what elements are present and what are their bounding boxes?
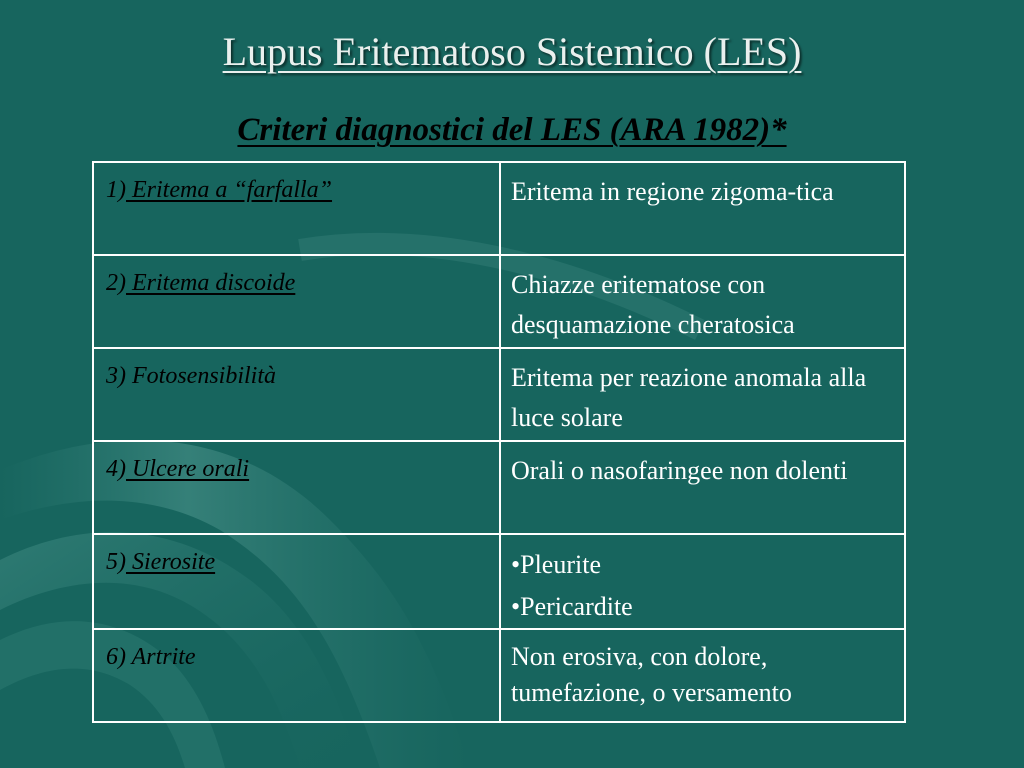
table-row	[93, 534, 905, 629]
criterion-number: 2)	[106, 270, 126, 296]
criterion-number: 5)	[106, 549, 126, 575]
criterion-name-cell	[93, 162, 500, 255]
bullet-icon: •	[511, 550, 521, 579]
criterion-description: Eritema in regione zigoma-tica	[500, 162, 905, 255]
criterion-label: Sierosite	[126, 549, 216, 575]
criterion-name-cell	[93, 441, 500, 534]
criterion-label: Ulcere orali	[126, 456, 250, 482]
criterion-name-cell	[93, 348, 500, 441]
criterion-description: Orali o nasofaringee non dolenti	[500, 441, 905, 534]
criterion-label: Eritema discoide	[126, 270, 296, 296]
bullet-item	[511, 586, 896, 628]
table-row	[93, 348, 905, 441]
criterion-number: 3)	[106, 363, 126, 389]
table-row	[93, 441, 905, 534]
criterion-name-cell	[93, 255, 500, 348]
bullet-text: Pericardite	[520, 592, 633, 621]
table-row	[93, 162, 905, 255]
criteria-table	[92, 161, 906, 723]
criterion-label: Eritema a “farfalla”	[126, 177, 333, 203]
slide-title: Lupus Eritematoso Sistemico (LES)	[222, 29, 802, 74]
slide-subtitle: Criteri diagnostici del LES (ARA 1982)*	[237, 112, 787, 148]
criterion-name-cell	[93, 534, 500, 629]
criterion-number: 4)	[106, 456, 126, 482]
bullet-item	[511, 544, 896, 586]
table-row	[93, 629, 905, 722]
criterion-name-cell	[93, 629, 500, 722]
criterion-number: 1)	[106, 177, 126, 203]
criterion-number: 6)	[106, 644, 126, 670]
criterion-description: Eritema per reazione anomala alla luce solare	[500, 348, 905, 441]
criterion-description: Chiazze eritematose con desquamazione cheratosica	[500, 255, 905, 348]
criterion-label: Artrite	[126, 644, 196, 670]
criterion-description-list	[500, 534, 905, 629]
table-row	[93, 255, 905, 348]
bullet-text: Pleurite	[520, 550, 601, 579]
criterion-description: Non erosiva, con dolore, tumefazione, o versamento	[500, 629, 905, 722]
criterion-label: Fotosensibilità	[126, 363, 276, 389]
bullet-icon: •	[511, 592, 521, 621]
